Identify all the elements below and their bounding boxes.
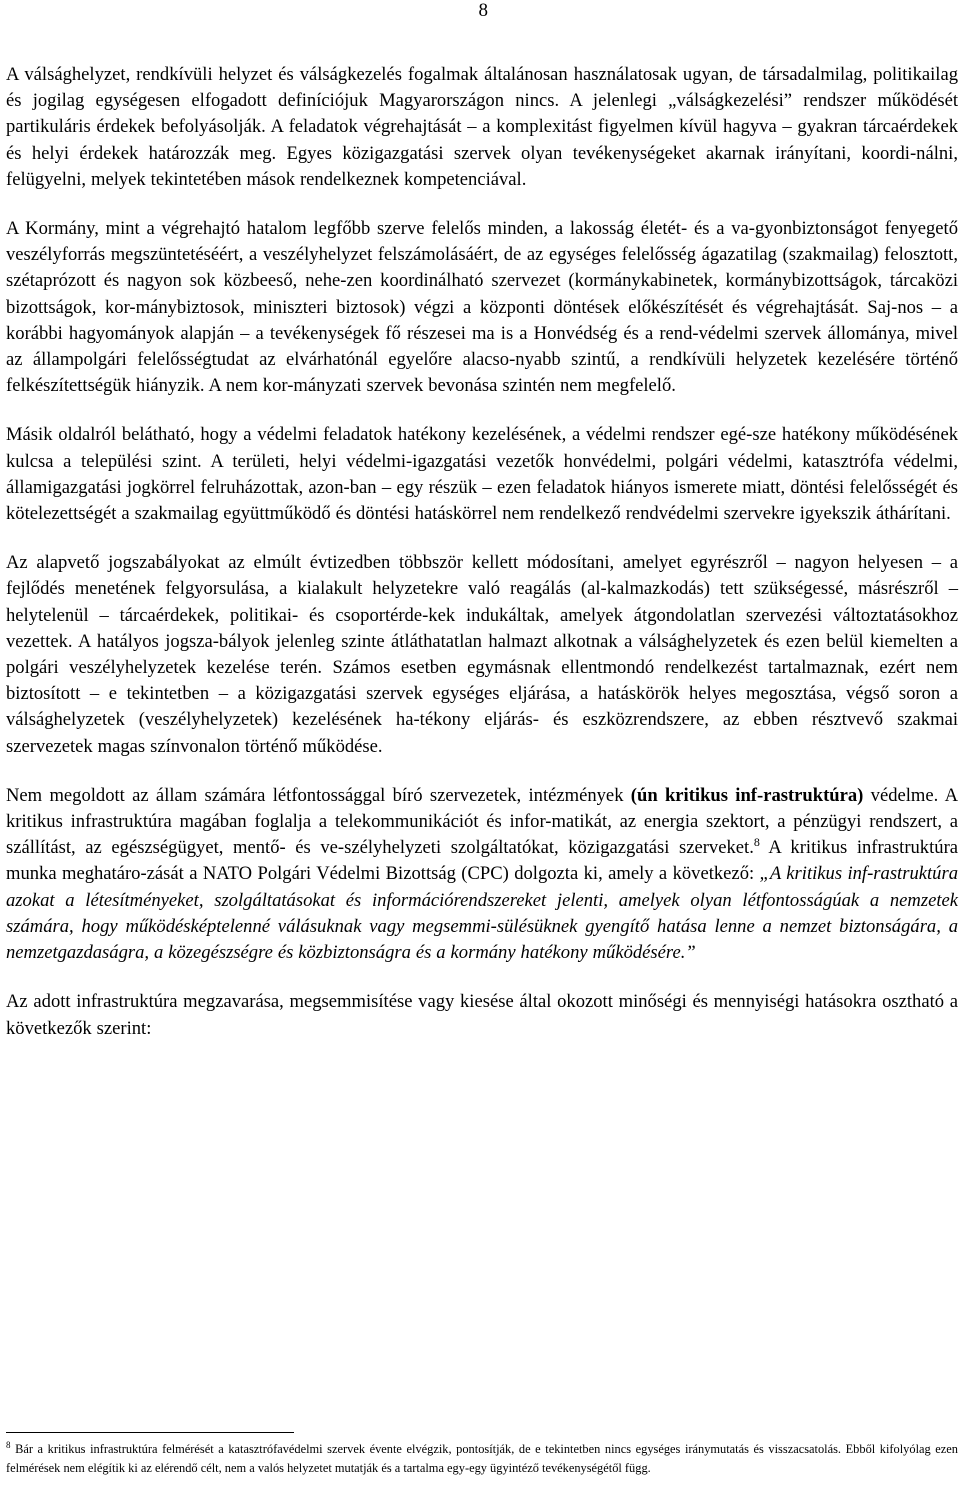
- page-number: 8: [478, 0, 488, 21]
- infra-text-c: A kritikus infrastruktúra munka meghatáro-zását a NATO Polgári Védelmi Bizottság (CPC) dolgozta ki, amely a következő:: [6, 837, 959, 885]
- paragraph-local-level: Másik oldalról belátható, hogy a védelmi feladatok hatékony kezelésének, a védelmi rendszer egé-sze hatékony működésének kulcsa a települési szint. A területi, helyi védelmi-igazgatási vezetők honvédelmi, polgári védelmi, katasztrófa védelmi, államigazgatási jogkörrel felruházottak, azon-ban – egy részük – ezen feladatok hiányos ismerete miatt, döntési felelősségét és kötelezettségét a szakmailag együttműködő és döntési hatáskörrel nem rendelkező rendvédelmi szervekre igyekszik áthárítani.: [6, 424, 958, 525]
- footnote: [6, 1440, 958, 1477]
- paragraph-critical-infrastructure: [6, 783, 958, 966]
- footnote-separator: [6, 1432, 294, 1433]
- document-body: [6, 62, 958, 1065]
- nato-definition-quote: „A kritikus inf-rastruktúra azokat a létesítményeket, szolgáltatásokat és információrendszereket jelenti, amelyek olyan létfontosságúak a nemzetek számára, hogy működésképtelenné válásuknak vagy megsemmi-sülésüknek gyengítő hatása lenne a nemzet biztonságára, a nemzetgazdaságra, a közegészségre és közbiztonságra és a kormány hatékony működésére.”: [6, 863, 958, 964]
- paragraph-crisis-definition: A válsághelyzet, rendkívüli helyzet és válságkezelés fogalmak általánosan használatosak ugyan, de társadalmilag, politikailag és jogilag egységesen elfogadott definíciójuk Magyarországon nincs. A jelenlegi „válságkezelési” rendszer működését partikuláris érdekek befolyásolják. A feladatok végrehajtását – a komplexitást figyelmen kívül hagyva – gyakran tárcaérdekek és helyi érdekek határozzák meg. Egyes közigazgatási szervek olyan tevékenységeket akarnak irányítani, koordi-nálni, felügyelni, melyek tekintetében mások rendelkeznek kompetenciával.: [6, 64, 958, 190]
- paragraph-legislation: Az alapvető jogszabályokat az elmúlt évtizedben többször kellett módosítani, amelyet egyrészről – nagyon helyesen – a fejlődés menetének felgyorsulása, a kialakult helyzetekre való reagálás (al-kalmazkodás) tett szükségessé, másrészről – helytelenül – tárcaérdekek, politikai- és csoportérde-kek indukáltak, amelyek átgondolatlan szervezési változtatásokhoz vezettek. A hatályos jogsza-bályok jelenleg szinte átláthatatlan halmazt alkotnak a válsághelyzetek és ezen belül kiemelten a polgári veszélyhelyzetek kezelése terén. Számos esetben egymásnak ellentmondó rendelkezést tartalmaznak, ezért nem biztosított – e tekintetben – a közigazgatási szervek egységes eljárása, a hatáskörök helyes megosztása, végső soron a válsághelyzetek (veszélyhelyzetek) kezelésének ha-tékony eljárás- és eszközrendszere, az ebben résztvevő szakmai szervezetek magas színvonalon történő működése.: [6, 552, 958, 757]
- footnote-text: Bár a kritikus infrastruktúra felmérését a katasztrófavédelmi szervek évente elvégzik, pontosítják, de e tekintetben nincs egységes iránymutatás és visszacsatolás. Ebből kifolyólag ezen felmérések nem elégítik ki az elérendő célt, nem a valós helyzetet mutatják és a tartalma egy-egy ügyintéző tevékenységétől függ.: [6, 1442, 958, 1475]
- infra-text-a: Nem megoldott az állam számára létfontossággal bíró szervezetek, intézmények: [6, 784, 631, 806]
- footnote-marker: 8: [6, 1439, 11, 1450]
- infra-text-b: védelme. A kritikus infrastruktúra magában foglalja a telekommunikációt és infor-matikát, az energia szektort, a pénzügyi rendszert, a szállítást, az egészségügyet, mentő- és ve-szélyhelyzeti szolgáltatókat, közigazgatási szerveket.: [6, 784, 958, 859]
- infra-bold-term: (ún kritikus inf-rastruktúra): [630, 784, 864, 806]
- paragraph-government-responsibility: A Kormány, mint a végrehajtó hatalom legfőbb szerve felelős minden, a lakosság életét- és a va-gyonbiztonságot fenyegető veszélyforrás megszüntetéséért, a veszélyhelyzet felszámolásáért, de az egységes felelősség ágazatilag (szakmailag) felosztott, szétaprózott és nagyon sok közbeeső, nehe-zen koordinálható szervezet (kormánykabinetek, kormánybizottságok, tárcaközi bizottságok, kor-mánybiztosok, miniszteri biztosok) végzi a központi döntések előkészítését és végrehajtását. Saj-nos – a korábbi hagyományok alapján – a tevékenységek fő részesei ma is a Honvédség és a rend-védelmi szervek állománya, mivel az állampolgári felelősségtudat az elvárhatónál egyelőre alacso-nyabb szintű, a rendkívüli helyzetek kezelésére történő felkészítettségük hiányzik. A nem kor-mányzati szervek bevonása szintén nem megfelelő.: [6, 218, 958, 397]
- paragraph-effects: Az adott infrastruktúra megzavarása, megsemmisítése vagy kiesése által okozott minőségi és mennyiségi hatásokra osztható a következők szerint:: [6, 991, 958, 1039]
- footnote-reference: 8: [753, 835, 760, 850]
